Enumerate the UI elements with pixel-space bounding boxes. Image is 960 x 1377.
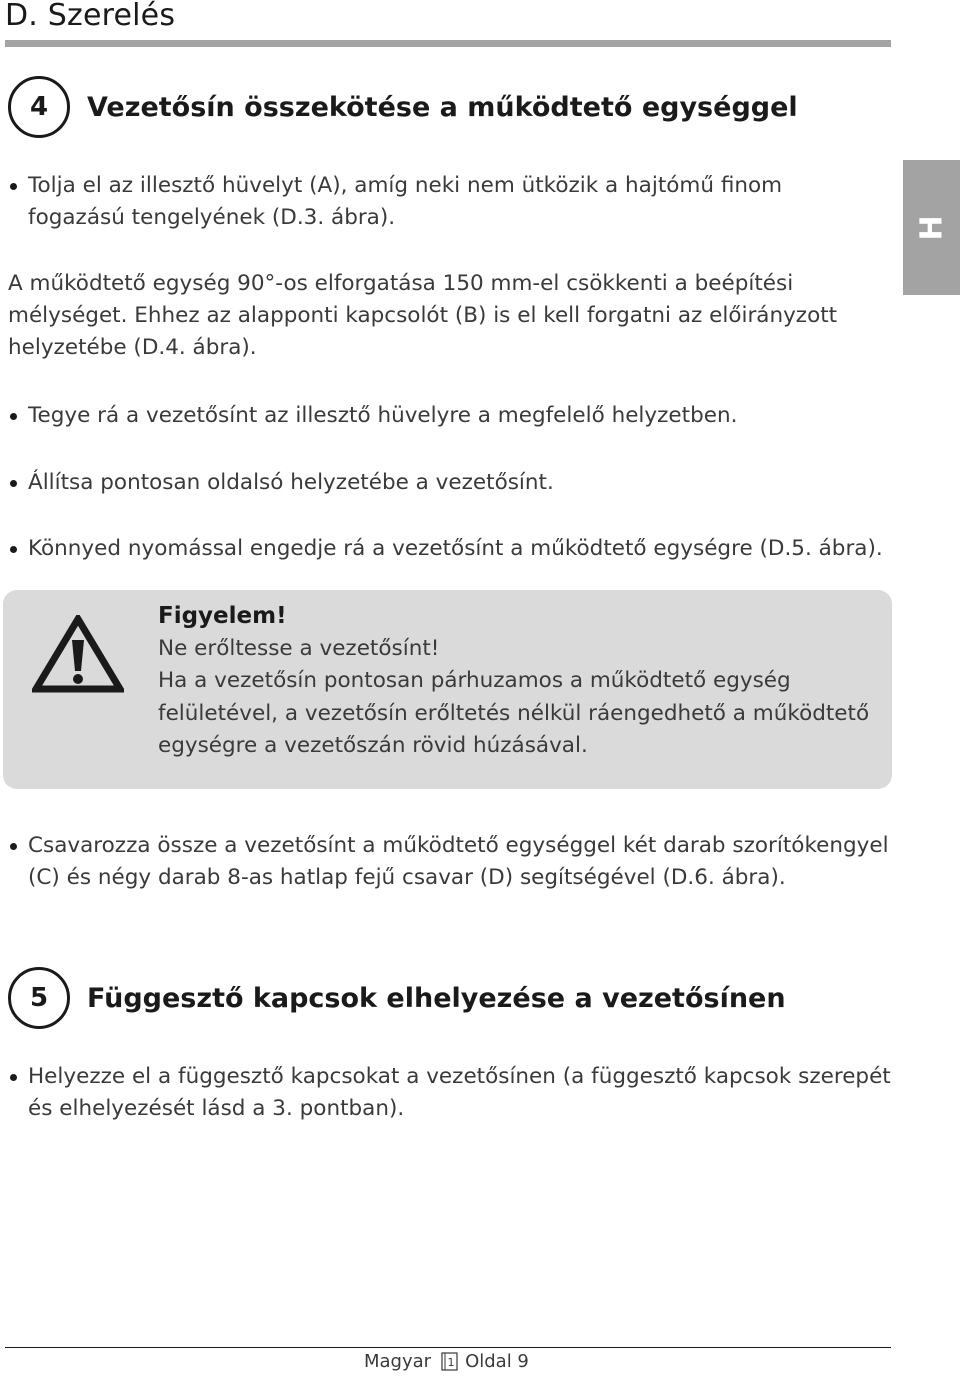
step-title: Vezetősín összekötése a működtető egységgel (87, 91, 798, 123)
footer-divider (5, 1347, 891, 1348)
warning-line: felületével, a vezetősín erőltetés nélkül ráengedhető a működtető (158, 700, 870, 726)
warning-triangle-icon (32, 615, 124, 693)
bullet-text-line: Helyezze el a függesztő kapcsokat a vezetősínen (a függesztő kapcsok szerepét (28, 1064, 891, 1089)
book-icon (441, 1352, 459, 1372)
bullet-dot-icon (10, 480, 17, 487)
book-number: 1 (447, 1355, 455, 1369)
bullet-dot-icon (10, 413, 17, 420)
bullet-text-line: (C) és négy darab 8-as hatlap fejű csavar (D) segítségével (D.6. ábra). (28, 865, 786, 890)
instruction-bullet (8, 170, 893, 234)
bullet-text-line: Csavarozza össze a vezetősínt a működtető egységgel két darab szorítókengyel (28, 833, 889, 858)
paragraph-line: A működtető egység 90°-os elforgatása 150 mm-el csökkenti a beépítési (8, 271, 794, 296)
section-title: D. Szerelés (5, 0, 176, 33)
paragraph-line: helyzetébe (D.4. ábra). (8, 335, 257, 360)
instruction-bullet (8, 1061, 893, 1125)
language-tab-label: H (914, 214, 949, 241)
step-4-heading (8, 76, 798, 138)
page-footer (364, 1351, 529, 1372)
header-divider (5, 40, 891, 47)
step-title: Függesztő kapcsok elhelyezése a vezetősínen (87, 982, 786, 1014)
instruction-bullet (8, 830, 893, 894)
bullet-text-line: Könnyed nyomással engedje rá a vezetősínt a működtető egységre (D.5. ábra). (28, 536, 883, 561)
bullet-dot-icon (10, 546, 17, 553)
language-tab (903, 160, 960, 295)
step-number-badge: 4 (8, 76, 70, 138)
warning-line: Ha a vezetősín pontosan párhuzamos a működtető egység (158, 668, 791, 693)
warning-line: egységre a vezetőszán rövid húzásával. (158, 733, 588, 758)
instruction-bullet (8, 467, 893, 499)
bullet-dot-icon (10, 1074, 17, 1081)
step-5-heading (8, 967, 786, 1029)
bullet-dot-icon (10, 843, 17, 850)
bullet-text-line: és elhelyezését lásd a 3. pontban). (28, 1096, 405, 1121)
warning-line: Ne erőltesse a vezetősínt! (158, 635, 440, 661)
footer-language: Magyar (364, 1351, 432, 1372)
bullet-text-line: fogazású tengelyének (D.3. ábra). (28, 205, 396, 230)
bullet-text-line: Tolja el az illesztő hüvelyt (A), amíg neki nem ütközik a hajtómű finom (28, 173, 783, 198)
bullet-text-line: Tegye rá a vezetősínt az illesztő hüvelyre a megfelelő helyzetben. (28, 403, 738, 428)
paragraph-line: mélységet. Ehhez az alapponti kapcsolót (B) is el kell forgatni az előirányzott (8, 303, 838, 328)
warning-title: Figyelem! (158, 603, 287, 629)
step-number-badge: 5 (8, 967, 70, 1029)
instruction-bullet (8, 400, 893, 432)
info-paragraph (8, 268, 888, 364)
bullet-dot-icon (10, 183, 17, 190)
bullet-text-line: Állítsa pontosan oldalsó helyzetébe a vezetősínt. (28, 470, 554, 495)
instruction-bullet (8, 533, 893, 565)
footer-page-number: Oldal 9 (465, 1351, 529, 1372)
warning-text (158, 600, 888, 763)
